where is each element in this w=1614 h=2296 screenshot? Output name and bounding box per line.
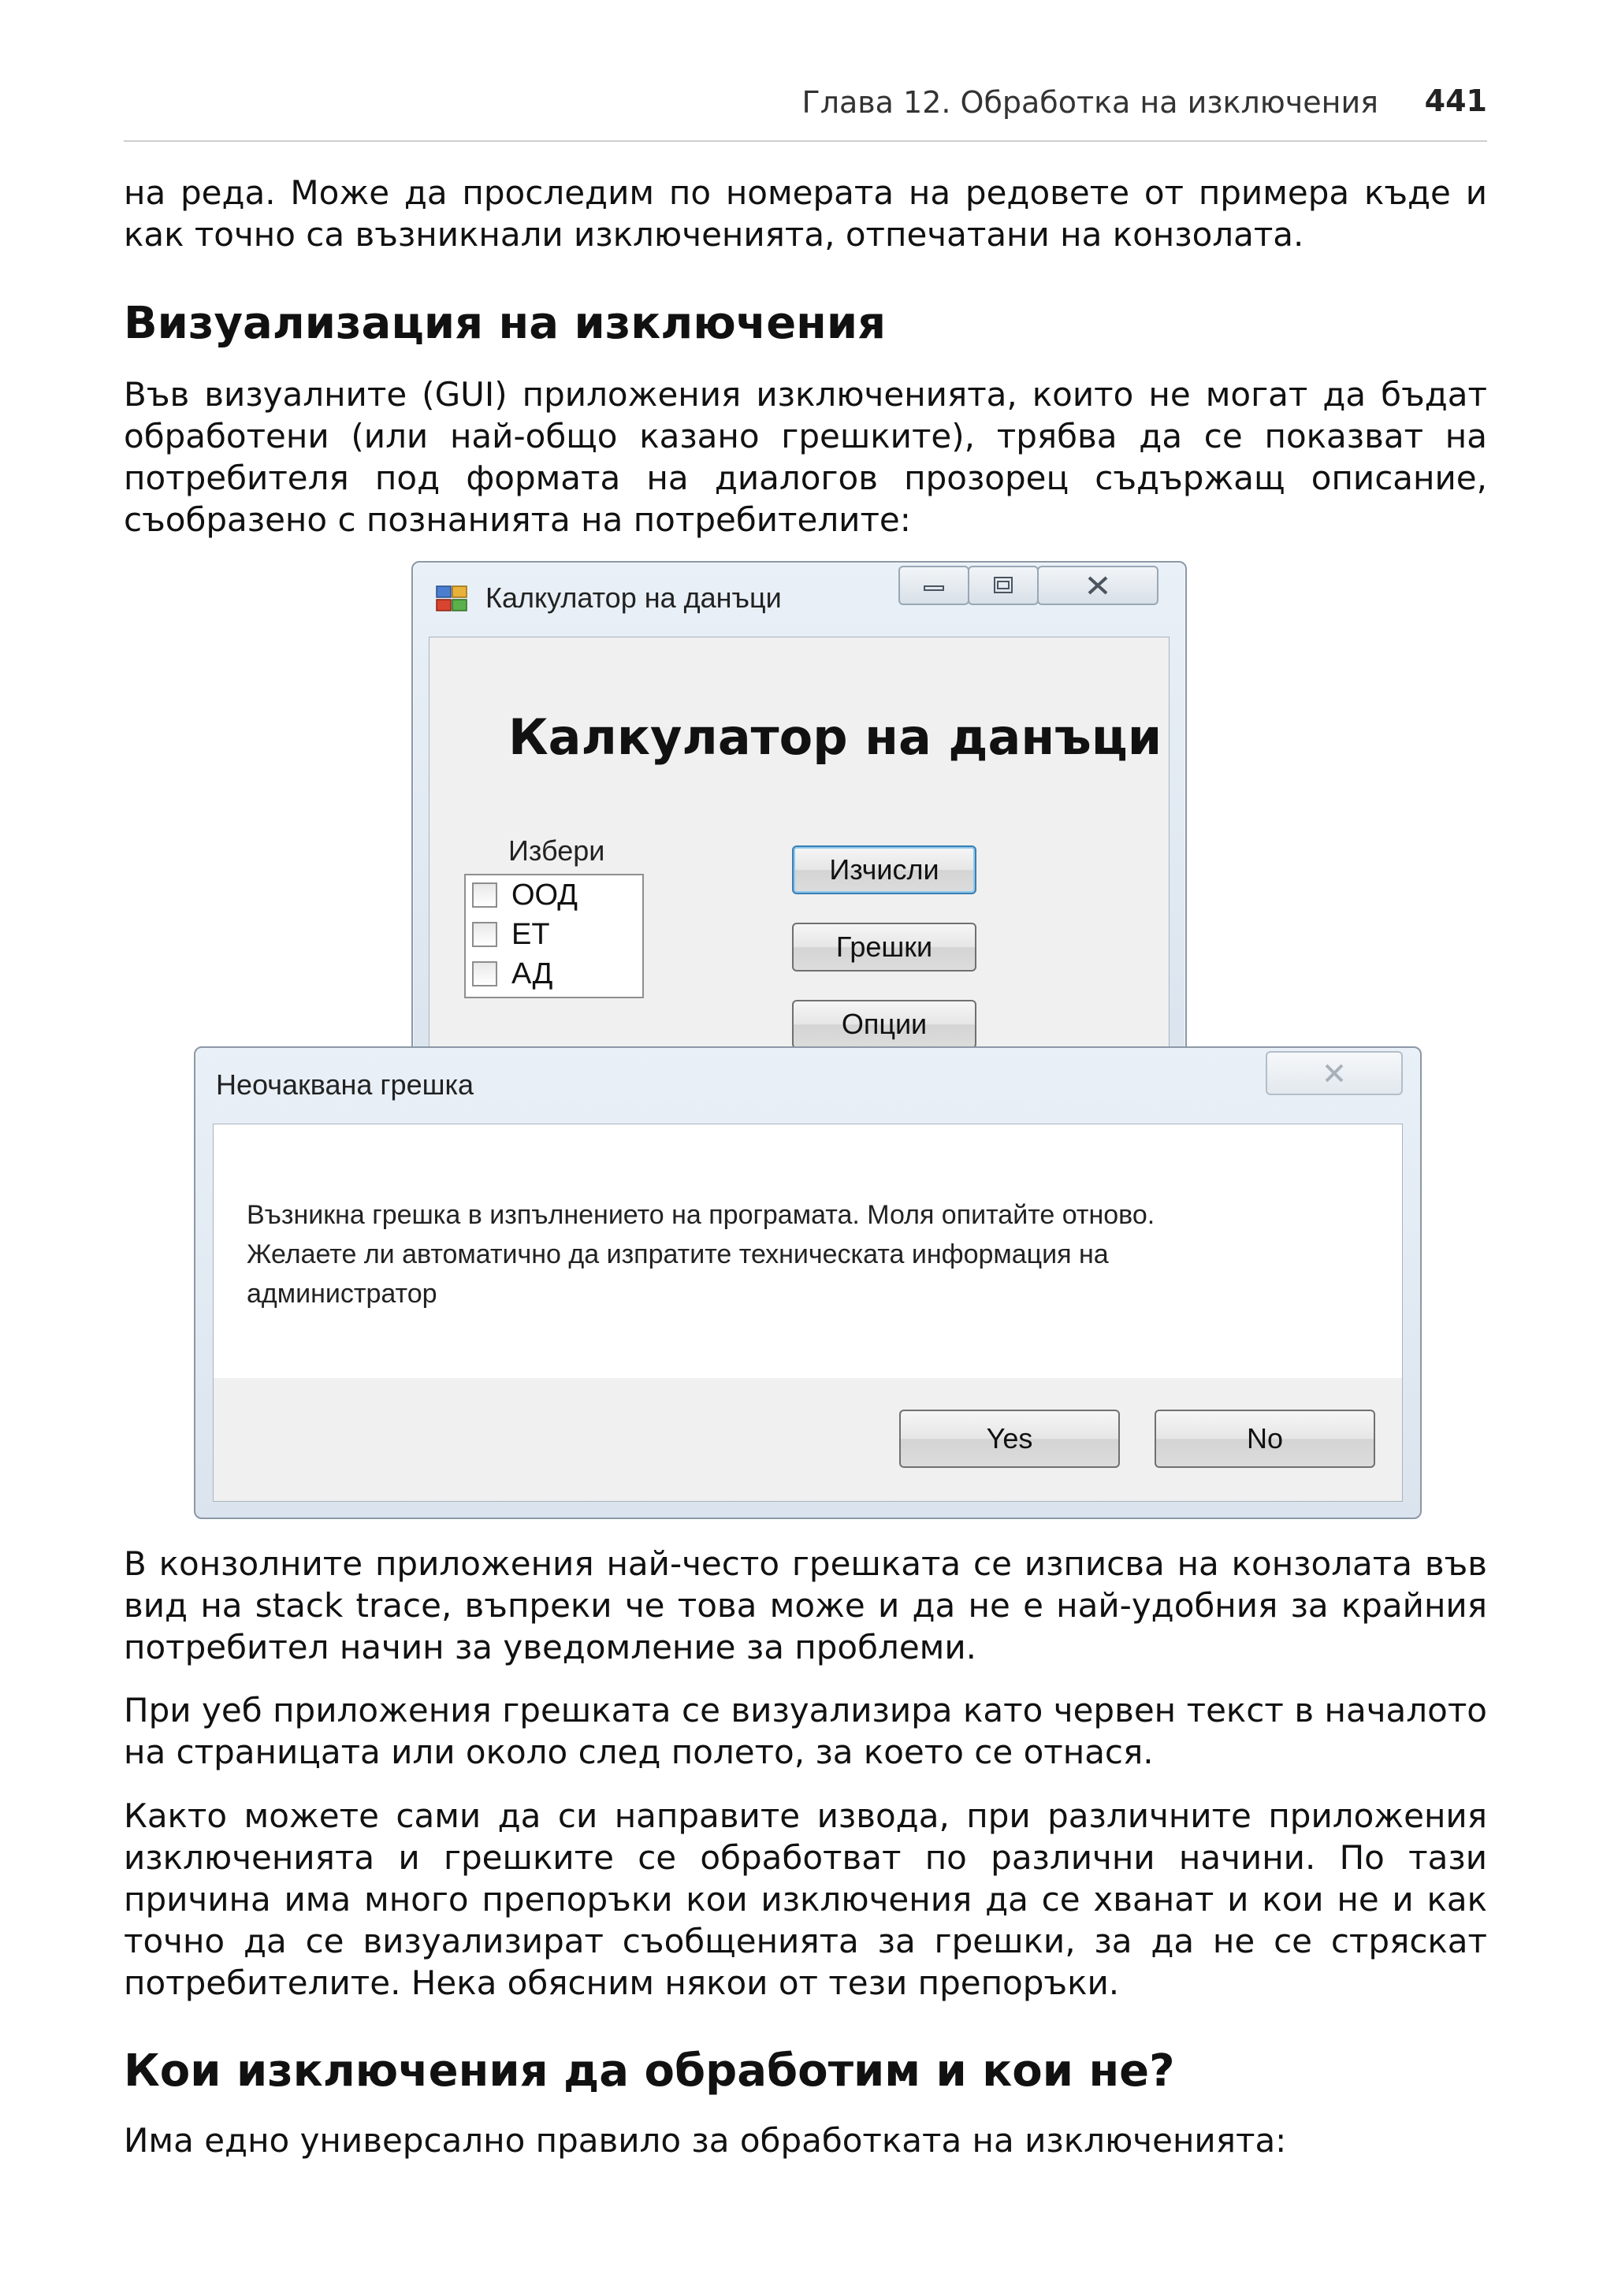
- calculate-button[interactable]: Изчисли: [792, 845, 976, 894]
- calculator-heading: Калкулатор на данъци: [508, 708, 1162, 766]
- checkbox[interactable]: [472, 882, 497, 908]
- section-paragraph-rule: Има едно универсално правило за обработката на изключенията:: [124, 2121, 1287, 2160]
- yes-button[interactable]: Yes: [899, 1410, 1120, 1468]
- app-icon: [435, 585, 468, 613]
- close-icon: [1084, 574, 1111, 596]
- minimize-button[interactable]: [898, 566, 969, 605]
- calculator-client-area: [429, 637, 1170, 1067]
- checkbox-label: ООД: [511, 878, 578, 912]
- error-dialog: [194, 1046, 1422, 1519]
- maximize-button[interactable]: [968, 566, 1039, 605]
- section-paragraph-visualization: Във визуалните (GUI) приложения изключенията, които не могат да бъдат обработени (или най-общо казано грешките), трябва да се показват на потребителя под формата на диалогов прозорец съдържащ описание, съобразено с познанията на потребителите:: [124, 375, 1487, 539]
- section-heading-which-exceptions: Кои изключения да обработим и кои не?: [124, 2045, 1175, 2097]
- chapter-title: Глава 12. Обработка на изключения: [801, 85, 1378, 120]
- dialog-message-line: Желаете ли автоматично да изпратите техническата информация на: [247, 1239, 1109, 1269]
- select-label: Избери: [508, 834, 605, 867]
- checkbox-label: АД: [511, 957, 553, 990]
- close-button[interactable]: [1037, 566, 1158, 605]
- paragraph-recommendations: Както можете сами да си направите извода, при различните приложения изключенията и грешките се обработват по различни начини. По тази причина има много препоръки кои изключения да се хванат и кои не и как точно да се визуализират съобщенията за грешки, за да не се стряскат потребителите. Нека обясним някои от тези препоръки.: [124, 1796, 1487, 2002]
- dialog-message-area: [214, 1124, 1402, 1378]
- close-icon: [1320, 1062, 1348, 1084]
- checkbox-label: ЕТ: [511, 917, 550, 951]
- intro-paragraph: на реда. Може да проследим по номерата на редовете от примера къде и как точно са възникнали изключенията, отпечатани на конзолата.: [124, 173, 1487, 254]
- company-type-checklist: [464, 874, 644, 998]
- checkbox[interactable]: [472, 922, 497, 947]
- paragraph-console-apps: В конзолните приложения най-често грешката се изписва на конзолата във вид на stack trace, въпреки че това може и да не е най-удобния за крайния потребител начин за уведомление за проблеми.: [124, 1544, 1487, 1666]
- dialog-client-area: [213, 1124, 1403, 1502]
- window-title: Калкулатор на данъци: [485, 581, 782, 614]
- checklist-item-ood[interactable]: [472, 877, 578, 913]
- minimize-icon: [922, 578, 946, 593]
- errors-button[interactable]: Грешки: [792, 923, 976, 972]
- page-header: [124, 77, 1487, 142]
- calculator-window: [411, 561, 1187, 1068]
- dialog-message-line: администратор: [247, 1279, 437, 1309]
- checkbox[interactable]: [472, 961, 497, 986]
- caption-buttons: [898, 566, 1166, 604]
- options-button[interactable]: Опции: [792, 1000, 976, 1049]
- checklist-item-et[interactable]: [472, 916, 550, 953]
- checklist-item-ad[interactable]: [472, 956, 552, 992]
- maximize-icon: [991, 575, 1015, 596]
- dialog-message-line: Възникна грешка в изпълнението на програмата. Моля опитайте отново.: [247, 1200, 1155, 1230]
- section-heading-visualization: Визуализация на изключения: [124, 298, 887, 349]
- page-number: 441: [1424, 84, 1487, 118]
- paragraph-web-apps: При уеб приложения грешката се визуализира като червен текст в началото на страницата или около след полето, за което се отнася.: [124, 1691, 1487, 1771]
- dialog-title: Неочаквана грешка: [216, 1068, 474, 1101]
- dialog-close-button[interactable]: [1266, 1051, 1403, 1095]
- no-button[interactable]: No: [1155, 1410, 1375, 1468]
